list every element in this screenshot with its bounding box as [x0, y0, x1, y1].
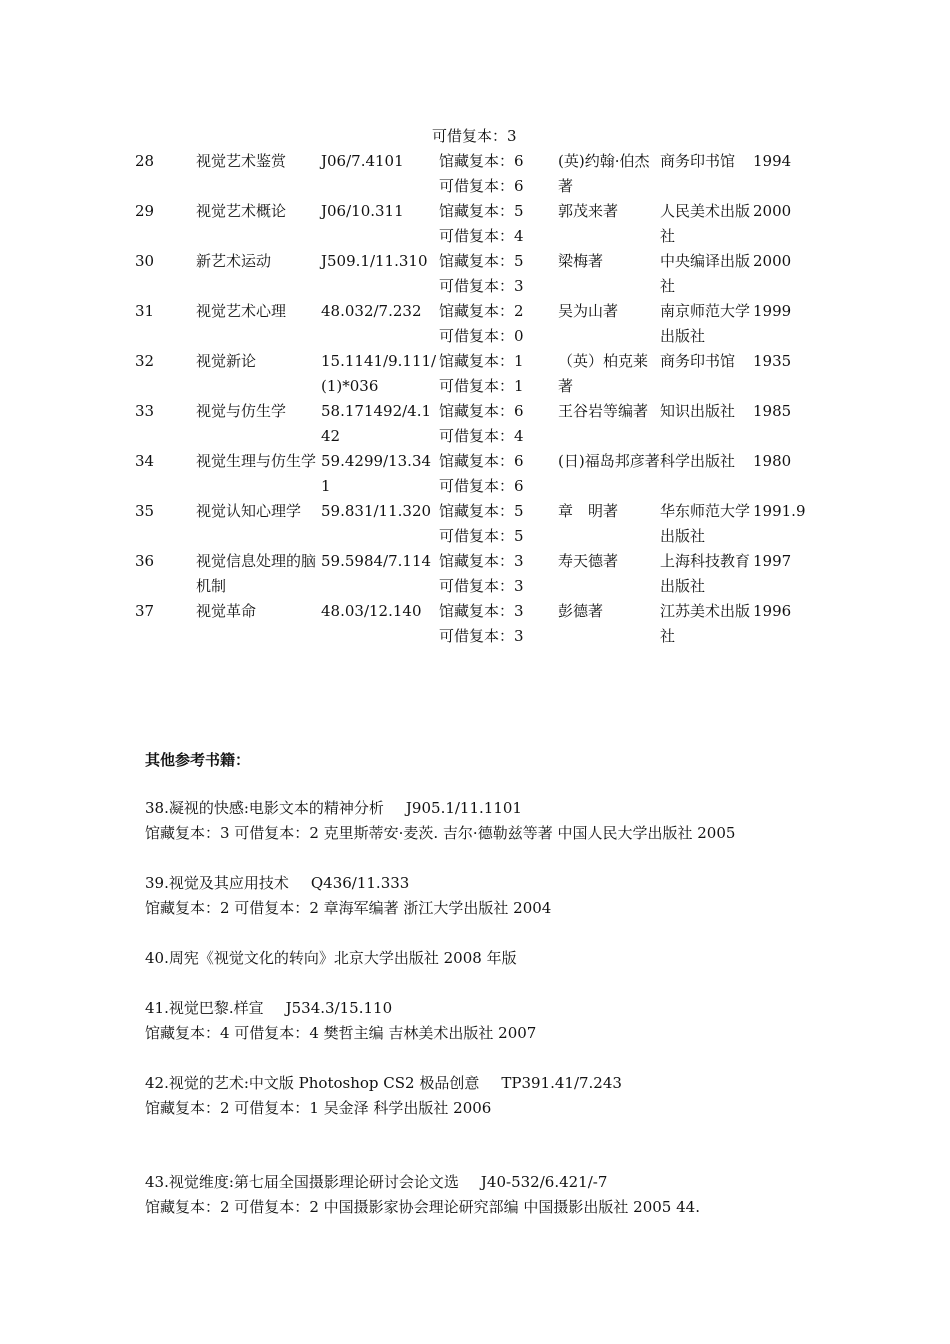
book-list-table	[127, 149, 823, 649]
table-row	[127, 299, 823, 349]
book-title: 视觉革命	[196, 602, 257, 620]
reference-call-number: TP391.41/7.243	[501, 1074, 622, 1092]
copies-cell	[439, 149, 558, 199]
book-number: 34	[135, 452, 155, 470]
reference-title: 38.凝视的快感:电影文本的精神分析	[145, 799, 384, 817]
book-publisher: 南京师范大学出版社	[660, 302, 751, 345]
book-author: (英)约翰·伯杰著	[558, 152, 650, 195]
lendable-copies: 可借复本：1	[439, 377, 524, 395]
book-number: 35	[135, 502, 155, 520]
publication-year: 1980	[753, 452, 792, 470]
book-author: 章 明著	[558, 502, 619, 520]
reference-title: 43.视觉维度:第七届全国摄影理论研讨会论文选	[145, 1173, 459, 1191]
publication-year: 1999	[753, 302, 792, 320]
book-title: 视觉生理与仿生学	[196, 452, 317, 470]
publication-year: 2000	[753, 252, 792, 270]
book-author: （英）柏克莱著	[558, 352, 649, 395]
lendable-copies: 可借复本：6	[439, 177, 524, 195]
reference-call-number: J40-532/6.421/-7	[480, 1173, 608, 1191]
book-number: 29	[135, 202, 155, 220]
held-copies: 馆藏复本：6	[439, 402, 524, 420]
book-publisher: 江苏美术出版社	[660, 602, 751, 645]
copies-cell	[439, 199, 558, 249]
copies-cell	[439, 549, 558, 599]
reference-title: 39.视觉及其应用技术	[145, 874, 289, 892]
reference-call-number: Q436/11.333	[310, 874, 410, 892]
book-title: 视觉信息处理的脑机制	[196, 552, 317, 595]
held-copies: 馆藏复本：3	[439, 602, 524, 620]
reference-entry-41	[145, 996, 536, 1046]
lendable-copies: 可借复本：6	[439, 477, 524, 495]
held-copies: 馆藏复本：5	[439, 252, 524, 270]
book-number: 32	[135, 352, 155, 370]
held-copies: 馆藏复本：6	[439, 452, 524, 470]
publication-year: 1935	[753, 352, 792, 370]
table-row	[127, 349, 823, 399]
reference-entry-43	[145, 1170, 700, 1220]
table-row	[127, 199, 823, 249]
table-row	[127, 149, 823, 199]
reference-call-number: J534.3/15.110	[285, 999, 393, 1017]
lendable-copies: 可借复本：4	[439, 227, 524, 245]
lendable-copies: 可借复本：3	[439, 577, 524, 595]
table-row	[127, 399, 823, 449]
reference-detail: 馆藏复本：2 可借复本：2 章海军编著 浙江大学出版社 2004	[145, 899, 552, 917]
table-row	[127, 249, 823, 299]
call-number: J06/10.311	[321, 202, 404, 220]
other-references-heading: 其他参考书籍：	[145, 751, 251, 769]
call-number: 59.831/11.320	[321, 502, 432, 520]
publication-year: 1996	[753, 602, 792, 620]
held-copies: 馆藏复本：5	[439, 502, 524, 520]
book-author: 梁梅著	[558, 252, 604, 270]
book-publisher: 科学出版社	[660, 452, 736, 470]
copies-cell	[439, 249, 558, 299]
lendable-copies: 可借复本：4	[439, 427, 524, 445]
call-number: 15.1141/9.111/(1)*036	[321, 352, 437, 395]
book-title: 视觉新论	[196, 352, 257, 370]
publication-year: 1994	[753, 152, 792, 170]
held-copies: 馆藏复本：1	[439, 352, 524, 370]
publication-year: 1991.9	[753, 502, 806, 520]
book-publisher: 商务印书馆	[660, 352, 736, 370]
call-number: 48.032/7.232	[321, 302, 422, 320]
held-copies: 馆藏复本：6	[439, 152, 524, 170]
reference-entry-38	[145, 796, 735, 846]
book-author: 寿天德著	[558, 552, 619, 570]
call-number: J06/7.4101	[321, 152, 404, 170]
book-author: (日)福岛邦彦著	[558, 452, 660, 470]
book-title: 视觉艺术鉴赏	[196, 152, 287, 170]
held-copies: 馆藏复本：5	[439, 202, 524, 220]
publication-year: 2000	[753, 202, 792, 220]
book-author: 王谷岩等编著	[558, 402, 649, 420]
reference-detail: 馆藏复本：4 可借复本：4 樊哲主编 吉林美术出版社 2007	[145, 1024, 537, 1042]
book-title: 视觉与仿生学	[196, 402, 287, 420]
call-number: J509.1/11.310	[321, 252, 428, 270]
book-number: 31	[135, 302, 155, 320]
book-title: 视觉认知心理学	[196, 502, 302, 520]
book-publisher: 人民美术出版社	[660, 202, 751, 245]
call-number: 59.4299/13.341	[321, 452, 432, 495]
table-row	[127, 499, 823, 549]
continued-lendable-copies: 可借复本：3	[432, 127, 517, 145]
table-row	[127, 599, 823, 649]
book-author: 彭德著	[558, 602, 604, 620]
copies-cell	[439, 399, 558, 449]
reference-detail: 馆藏复本：2 可借复本：2 中国摄影家协会理论研究部编 中国摄影出版社 2005 44.	[145, 1198, 700, 1216]
reference-title-line	[145, 996, 536, 1021]
book-title: 视觉艺术心理	[196, 302, 287, 320]
book-publisher: 知识出版社	[660, 402, 736, 420]
publication-year: 1997	[753, 552, 792, 570]
lendable-copies: 可借复本：0	[439, 327, 524, 345]
reference-title-line	[145, 871, 551, 896]
book-number: 28	[135, 152, 155, 170]
held-copies: 馆藏复本：3	[439, 552, 524, 570]
held-copies: 馆藏复本：2	[439, 302, 524, 320]
reference-entry-39	[145, 871, 551, 921]
reference-entry-42	[145, 1071, 622, 1121]
book-publisher: 上海科技教育出版社	[660, 552, 751, 595]
call-number: 58.171492/4.142	[321, 402, 432, 445]
book-author: 吴为山著	[558, 302, 619, 320]
reference-detail: 馆藏复本：2 可借复本：1 吴金泽 科学出版社 2006	[145, 1099, 492, 1117]
reference-title: 40.周宪《视觉文化的转向》北京大学出版社 2008 年版	[145, 949, 517, 967]
book-author: 郭茂来著	[558, 202, 619, 220]
call-number: 59.5984/7.114	[321, 552, 432, 570]
reference-call-number: J905.1/11.1101	[405, 799, 522, 817]
reference-detail: 馆藏复本：3 可借复本：2 克里斯蒂安·麦茨. 吉尔·德勒兹等著 中国人民大学出版社 2005	[145, 824, 736, 842]
book-publisher: 中央编译出版社	[660, 252, 751, 295]
reference-entry-40	[145, 946, 517, 971]
book-number: 36	[135, 552, 155, 570]
book-list-body	[127, 149, 823, 649]
copies-cell	[439, 449, 558, 499]
book-title: 视觉艺术概论	[196, 202, 287, 220]
book-publisher: 商务印书馆	[660, 152, 736, 170]
lendable-copies: 可借复本：3	[439, 277, 524, 295]
lendable-copies: 可借复本：3	[439, 627, 524, 645]
book-title: 新艺术运动	[196, 252, 272, 270]
copies-cell	[439, 299, 558, 349]
reference-title-line	[145, 1170, 700, 1195]
book-publisher: 华东师范大学出版社	[660, 502, 751, 545]
call-number: 48.03/12.140	[321, 602, 422, 620]
reference-title-line	[145, 1071, 622, 1096]
table-row	[127, 549, 823, 599]
table-row	[127, 449, 823, 499]
copies-cell	[439, 599, 558, 649]
publication-year: 1985	[753, 402, 792, 420]
book-number: 37	[135, 602, 155, 620]
reference-title: 41.视觉巴黎.样宣	[145, 999, 264, 1017]
book-number: 30	[135, 252, 155, 270]
reference-title-line	[145, 796, 735, 821]
reference-title: 42.视觉的艺术:中文版 Photoshop CS2 极品创意	[145, 1074, 480, 1092]
copies-cell	[439, 499, 558, 549]
book-number: 33	[135, 402, 155, 420]
lendable-copies: 可借复本：5	[439, 527, 524, 545]
copies-cell	[439, 349, 558, 399]
